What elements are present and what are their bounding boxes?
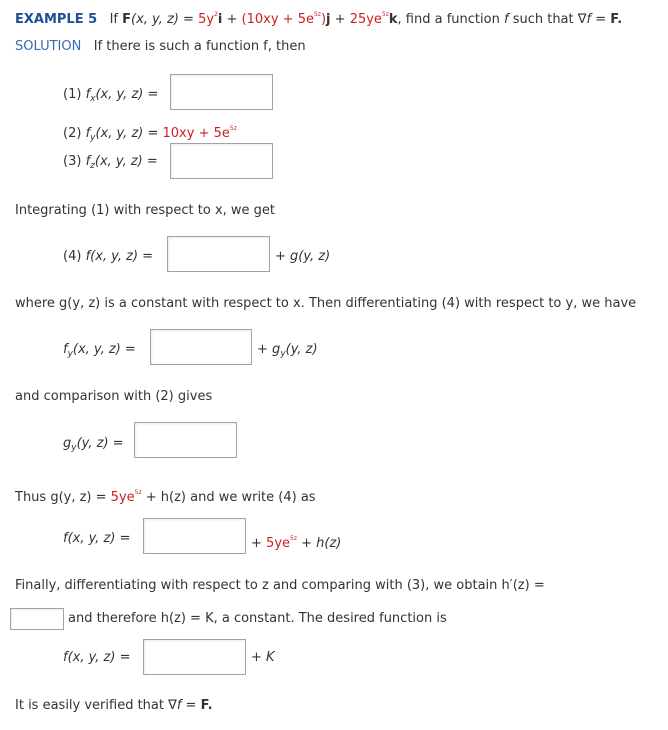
therefore-text: and therefore h(z) = K, a constant. The desired function is	[68, 611, 447, 626]
answer-input-hprime[interactable]	[10, 608, 64, 630]
equation-4-rhs: + g(y, z)	[275, 249, 331, 264]
verified-text: It is easily verified that ∇f = F.	[15, 698, 213, 713]
final-equation: f(x, y, z) =	[63, 650, 131, 665]
answer-input-fy[interactable]	[150, 329, 252, 365]
fy-equation: $f_y(x$, y, z) =	[63, 342, 136, 359]
thus-line: Thus g(y, $z) = 5ye^{5z} + h(z)$ and we write (4) as	[15, 489, 316, 505]
j-coefficient: $(10xy + 5e^{5z})$	[241, 11, 327, 27]
i-coefficient: $5y^2$	[198, 11, 218, 27]
fy-equation-rhs: + $g_y(y$, z)	[257, 342, 318, 359]
answer-input-final[interactable]	[143, 639, 246, 675]
equation-1: (1) $f_x(x$, y, z) =	[63, 87, 159, 104]
equation-4: (4) f(x, y, z) =	[63, 249, 154, 264]
solution-label: SOLUTION	[15, 39, 82, 54]
f-equation-rhs: + $5ye^{5z} + h(z)$	[251, 535, 342, 551]
equation-3: (3) $f_z(x$, y, z) =	[63, 154, 158, 171]
answer-input-fx[interactable]	[170, 74, 273, 110]
comparison-text: and comparison with (2) gives	[15, 389, 213, 404]
integrating-text: Integrating (1) with respect to x, we get	[15, 203, 276, 218]
k-coefficient: $25ye^{5z}$	[349, 11, 389, 27]
answer-input-f4[interactable]	[167, 236, 270, 272]
example-label: EXAMPLE 5	[15, 12, 98, 27]
answer-input-fz[interactable]	[170, 143, 273, 179]
if-word: If	[109, 12, 118, 27]
finally-text: Finally, differentiating with respect to z and comparing with (3), we obtain h′(z) =	[15, 578, 545, 593]
vector-F: F	[122, 12, 132, 27]
solution-line	[15, 39, 306, 55]
gy-equation: $g_y(y$, z) =	[63, 436, 124, 453]
answer-input-gy[interactable]	[134, 422, 237, 458]
equation-2: (2) $f_y(x$, y, $z) = 10xy + 5e^{5z}$	[63, 125, 237, 143]
f-equation: f(x, y, z) =	[63, 531, 131, 546]
answer-input-f[interactable]	[143, 518, 246, 554]
solution-text: If there is such a function f, then	[93, 39, 306, 54]
example-header: EXAMPLE 5 If F(x, y, $z) = 5y^2i + (10xy + 5e^{5z})j + 25ye^{5z}k$, find a function f such that ∇f = F.	[15, 11, 623, 27]
final-equation-rhs: + K	[251, 650, 275, 665]
where-text: where g(y, z) is a constant with respect to x. Then differentiating (4) with respect to y, we have	[15, 296, 637, 311]
